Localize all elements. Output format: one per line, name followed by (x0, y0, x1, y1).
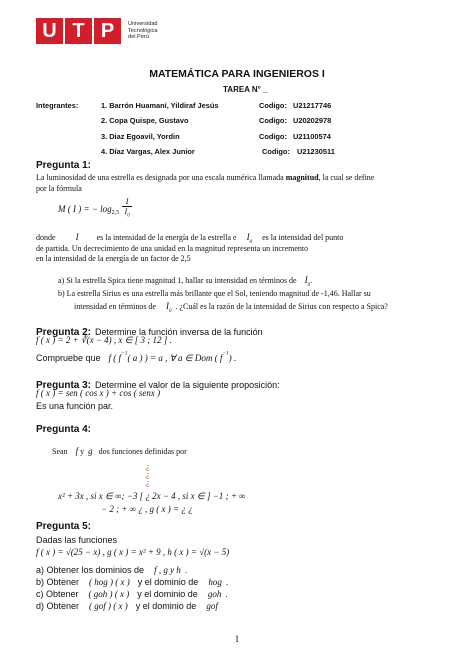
p1-item-b-line2 (74, 301, 388, 317)
member-code-label-3: Codigo: (259, 132, 287, 141)
pregunta-1-heading: Pregunta 1: (36, 160, 92, 171)
member-code-label-2: Codigo: (259, 116, 287, 125)
member-name-1: 1. Barrón Huamaní, Yildiraf Jesús (101, 101, 219, 110)
p1-paragraph-line-4: de partida. Un decrecimiento de una unidad en la magnitud representa un incremento (36, 244, 309, 253)
p1-donde-text: es la intensidad de la energía de la estrella e (96, 233, 237, 242)
p4-f: f (75, 446, 79, 456)
pregunta-5-heading: Pregunta 5: (36, 521, 92, 532)
p5-item-c-math: ( goh ) ( x ) (88, 589, 130, 599)
pregunta-2-heading: Pregunta 2: (36, 327, 92, 338)
p4-g: g (88, 446, 93, 456)
p1-item-a-text: a) Si la estrella Spica tiene magnitud 1, hallar su intensidad en términos de (58, 276, 297, 285)
member-name-4: 4. Díaz Vargas, Alex Junior (101, 147, 195, 156)
p1-item-b-line1: b) La estrella Sirius es una estrella más brillante que el Sol, teniendo magnitud de -1,46. Hallar su (58, 289, 371, 298)
p1-fraction-numerator: I (125, 197, 129, 207)
integrantes-label: Integrantes: (36, 101, 79, 110)
p5-item-d (36, 596, 218, 614)
p4-y: y (80, 447, 85, 456)
p5-item-b-end: . (225, 577, 229, 587)
p5-item-b-math: ( hog ) ( x ) (89, 577, 130, 587)
p1-denominator-sub: 0 (127, 213, 130, 219)
member-name-3: 3. Diaz Egoavil, Yordin (101, 132, 180, 141)
p2-comp-sup2: −1 (222, 350, 229, 357)
member-code-3: U21100574 (293, 132, 331, 141)
logo-letter-t: T (65, 18, 92, 44)
p1-denominator-symbol: I (124, 207, 128, 217)
p4-sean: Sean (52, 447, 68, 456)
p1-item-b-end: . ¿Cuál es la razón de la intensidad de Sirius con respecto a Spica? (175, 302, 388, 311)
p4-intro (52, 446, 187, 457)
tarea-label: TAREA N° _ (223, 85, 268, 94)
p3-function: f ( x ) = sen ( cos x ) + cos ( senx ) (36, 388, 161, 398)
logo-university-text (128, 21, 158, 40)
p1-paragraph-line-1 (36, 173, 374, 183)
p1-fraction-denominator (125, 207, 130, 221)
p4-qmark-1: ¿ (146, 462, 150, 471)
p1-line1-end: , la cual se define (318, 173, 375, 182)
p2-comp-part2: ( a ) ) = a , ∀ a ∈ Dom ( f (127, 353, 223, 363)
p1-formula-log-base: 2,5 (111, 210, 120, 216)
p2-function: f ( x ) = 2 + ∛(x − 4) , x ∈ [ 3 ; 12 ] . (36, 335, 172, 345)
p5-item-d-text: d) Obtener (36, 601, 80, 611)
p1-magnitude-formula (58, 196, 132, 222)
logo-letter-p: P (94, 18, 121, 44)
logo-line-1: Universidad (128, 21, 158, 28)
p1-magnitud-word: magnitud (285, 173, 319, 182)
p2-comprobacion (36, 348, 236, 366)
utp-logo (36, 18, 158, 44)
p5-item-d-mid: y el dominio de (135, 601, 197, 611)
p1-line1-text: La luminosidad de una estrella es designada por una escala numérica llamada (36, 173, 284, 182)
logo-line-2: Tecnológica (128, 27, 158, 34)
p5-item-d-math2: gof (206, 601, 218, 611)
pregunta-3-heading: Pregunta 3: (36, 380, 92, 391)
p5-item-c-math2: goh (207, 589, 222, 599)
p5-functions: f ( x ) = √(25 − x) , g ( x ) = x² + 9 , h ( x ) = √(x − 5) (36, 547, 230, 557)
p1-item-a-I0-symbol: I (304, 275, 308, 285)
member-code-label-4: Codigo: (262, 147, 290, 156)
p1-item-a-I0-sub: 0 (307, 282, 311, 288)
p5-item-b-math2: hog (208, 577, 222, 587)
p1-item-b-I0-sub: 0 (168, 308, 172, 314)
p1-item-b-text: intensidad en términos de (74, 302, 156, 311)
p4-qmark-3: ¿ (146, 478, 150, 487)
pregunta-4-heading: Pregunta 4: (36, 424, 92, 435)
p1-donde-I0-sub: 0 (249, 239, 253, 245)
p3-tail: Es una función par. (36, 401, 114, 411)
p1-item-b-I0-symbol: I (165, 301, 169, 311)
p5-item-b-mid: y el dominio de (137, 577, 199, 587)
p5-intro: Dadas las funciones (36, 535, 118, 545)
p1-item-a-end: . (310, 276, 313, 285)
member-code-4: U21230511 (297, 147, 335, 156)
logo-letter-u: U (36, 18, 63, 44)
p1-formula-fraction (122, 197, 132, 221)
p5-item-a-math: f , g y h (154, 565, 181, 575)
logo-line-3: del Perú (128, 34, 149, 41)
p1-item-b-I0 (165, 301, 172, 314)
p1-donde-I0-symbol: I (246, 232, 250, 242)
p2-comp-sup1: −1 (121, 350, 128, 357)
p2-comprobacion-text: Compruebe que (36, 353, 101, 363)
p1-formula-left: M ( I ) = − log (58, 204, 112, 214)
p1-donde-I: I (75, 232, 79, 242)
p5-item-c-mid: y el dominio de (137, 589, 198, 599)
p5-item-c-text: c) Obtener (36, 589, 79, 599)
p4-question-marks (146, 463, 150, 487)
p1-donde-word: donde (36, 233, 56, 242)
p3-text: Determine el valor de la siguiente proposición: (95, 380, 280, 390)
p4-piecewise-line-2: − 2 ; + ∞ ¿ , g ( x ) = ¿ ¿ (101, 504, 193, 514)
p2-comp-part1: f ( f (108, 353, 122, 363)
p1-paragraph-line-5: en la intensidad de la energía de un factor de 2,5 (36, 254, 191, 263)
document-title: MATEMÁTICA PARA INGENIEROS I (149, 68, 325, 80)
p1-paragraph-line-2: por la fórmula (36, 184, 82, 193)
member-code-label-1: Codigo: (259, 101, 287, 110)
p5-item-b-text: b) Obtener (36, 577, 80, 587)
page-number: 1 (234, 634, 240, 644)
member-name-2: 2. Copa Quispe, Gustavo (101, 116, 189, 125)
p2-text: Determine la función inversa de la función (95, 327, 263, 337)
p1-donde-I0 (246, 232, 253, 245)
p5-item-a-text: a) Obtener los dominios de (36, 565, 145, 575)
member-code-1: U21217746 (293, 101, 332, 110)
p5-item-a-end: . (184, 565, 188, 575)
member-code-2: U20202978 (293, 116, 332, 125)
p1-donde-end: es la intensidad del punto (262, 233, 344, 242)
p4-qmark-2: ¿ (146, 470, 150, 479)
p5-item-c-end: . (225, 589, 228, 599)
p2-comp-part3: ) . (228, 353, 237, 363)
p5-item-d-math: ( gof ) ( x ) (89, 601, 128, 611)
p4-piecewise-line-1: x² + 3x , si x ∈ ∞; −3 [ ¿ 2x − 4 , si x ∈ ] −1 ; + ∞ (58, 491, 246, 501)
p4-text: dos funciones definidas por (98, 447, 187, 456)
